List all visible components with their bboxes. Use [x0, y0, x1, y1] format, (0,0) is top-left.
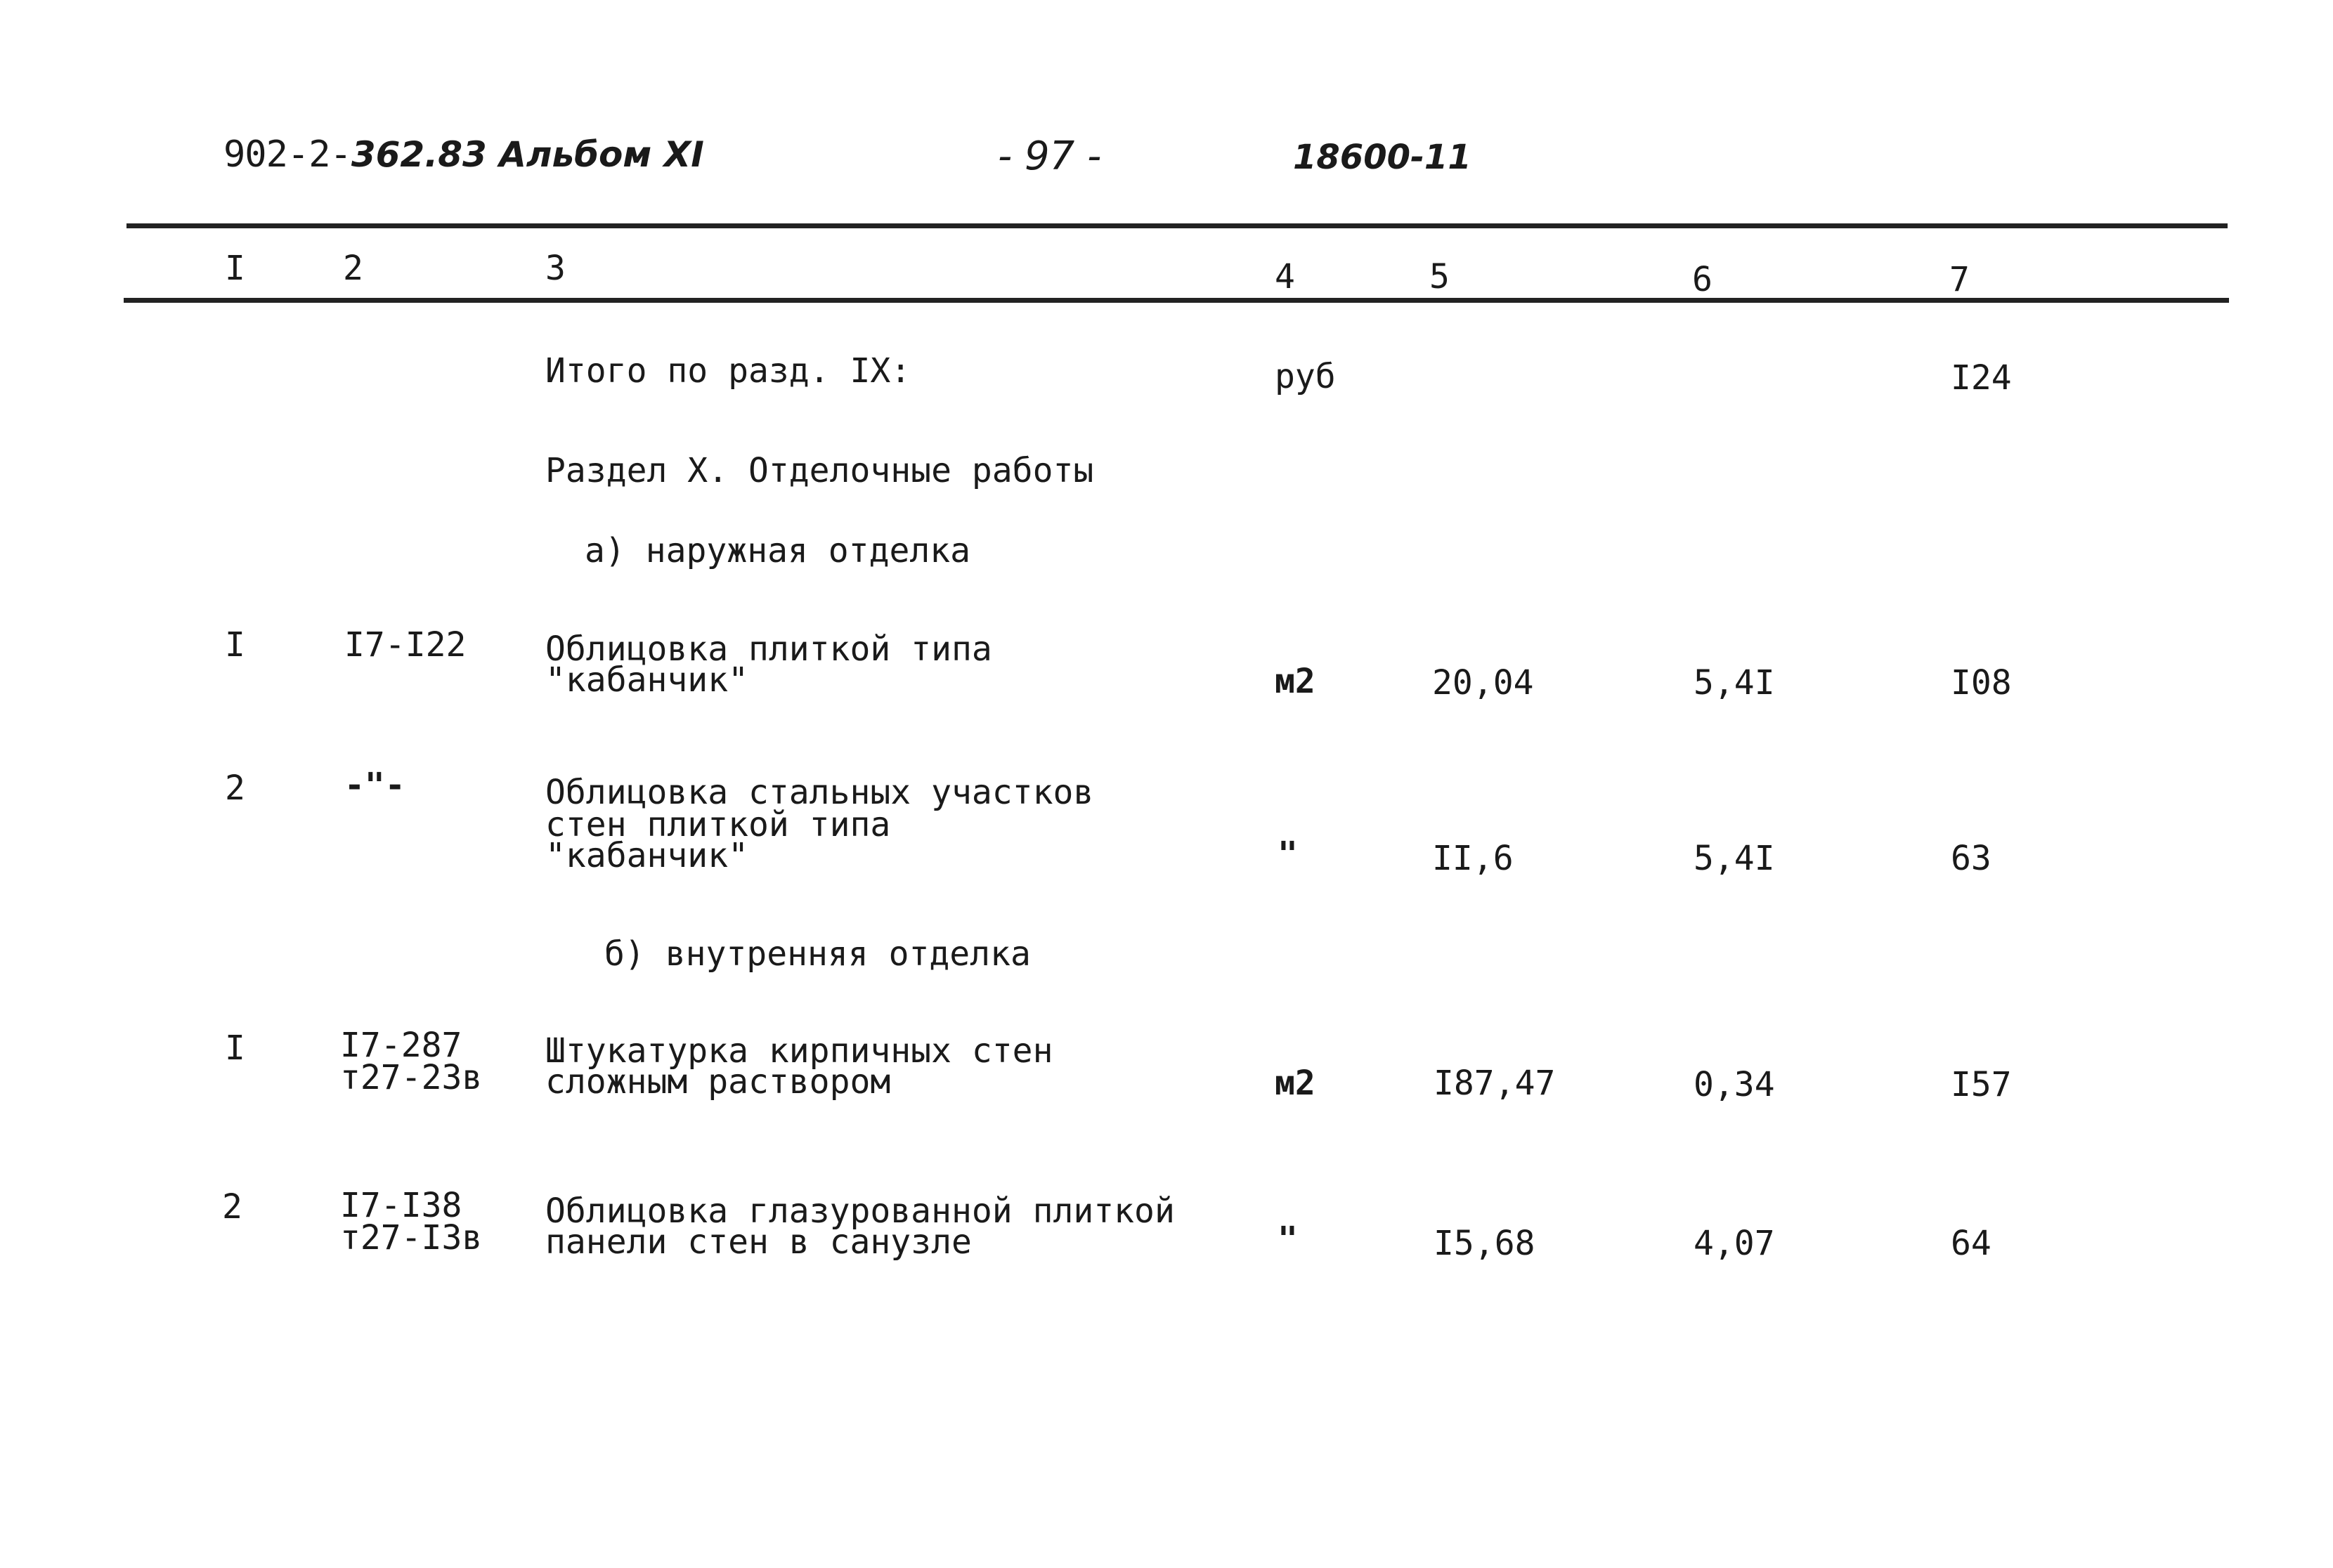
row-b2-description-line1: Облицовка глазурованной плиткой	[545, 1191, 1175, 1231]
row-b1-number: I	[225, 1028, 245, 1068]
document-code-printed: 902-2-	[223, 133, 351, 176]
row-a2-code-ditto: -"-	[344, 766, 405, 805]
total-section-ix-unit: руб	[1275, 357, 1336, 396]
page-number: - 97 -	[998, 133, 1102, 179]
row-a2-unit-price: 5,4I	[1694, 839, 1775, 878]
section-x-title: Раздел X. Отделочные работы	[545, 451, 1094, 490]
table-top-rule	[126, 223, 2228, 228]
column-header-5: 5	[1429, 257, 1450, 296]
row-a2-description-line1: Облицовка стальных участков	[545, 773, 1094, 812]
column-header-3: 3	[545, 249, 566, 288]
row-b2-description-line2: панели стен в санузле	[545, 1222, 972, 1262]
column-header-1: I	[225, 249, 245, 288]
row-a1-total: I08	[1951, 663, 2012, 703]
row-a1-unit: м2	[1275, 662, 1315, 701]
row-a2-description-line3: "кабанчик"	[545, 836, 748, 875]
row-a1-description-line2: "кабанчик"	[545, 660, 748, 700]
subsection-a-title: а) наружная отделка	[585, 531, 971, 570]
total-section-ix-label: Итого по разд. IX:	[545, 351, 911, 391]
row-b1-quantity: I87,47	[1434, 1064, 1556, 1103]
row-b2-total: 64	[1951, 1224, 1991, 1263]
row-b2-number: 2	[222, 1187, 242, 1227]
row-b2-code-line2: т27-I3в	[340, 1218, 483, 1257]
column-header-6: 6	[1692, 260, 1713, 299]
row-b1-total: I57	[1951, 1065, 2012, 1104]
total-section-ix-amount: I24	[1951, 358, 2012, 398]
row-b2-quantity: I5,68	[1434, 1224, 1535, 1263]
row-b2-code-line1: I7-I38	[340, 1186, 462, 1225]
row-b1-unit-price: 0,34	[1694, 1065, 1775, 1104]
row-a1-number: I	[225, 625, 245, 665]
column-header-7: 7	[1949, 260, 1970, 299]
table-header-bottom-rule	[124, 298, 2229, 303]
column-header-2: 2	[343, 249, 363, 288]
row-b1-code-line1: I7-287	[340, 1026, 462, 1065]
column-header-4: 4	[1275, 257, 1295, 296]
row-a2-quantity: II,6	[1432, 839, 1514, 878]
row-a1-code: I7-I22	[344, 625, 467, 665]
document-number: 18600-11	[1293, 138, 1471, 177]
row-a2-total: 63	[1951, 839, 1991, 878]
row-a2-unit-ditto: "	[1278, 835, 1298, 874]
row-a2-number: 2	[225, 769, 245, 808]
row-a1-unit-price: 5,4I	[1694, 663, 1775, 703]
row-b1-description-line1: Штукатурка кирпичных стен	[545, 1031, 1053, 1071]
document-code-handwritten: 362.83 Альбом XI	[351, 134, 704, 175]
row-a1-description-line1: Облицовка плиткой типа	[545, 629, 992, 669]
row-b1-code-line2: т27-23в	[340, 1058, 483, 1097]
row-b2-unit-price: 4,07	[1694, 1224, 1775, 1263]
row-b1-description-line2: сложным раствором	[545, 1062, 891, 1102]
row-a2-description-line2: стен плиткой типа	[545, 805, 891, 844]
subsection-b-title: б) внутренняя отделка	[604, 934, 1031, 974]
document-code	[223, 133, 704, 176]
row-a1-quantity: 20,04	[1432, 663, 1534, 703]
row-b1-unit: м2	[1275, 1064, 1315, 1103]
row-b2-unit-ditto: "	[1278, 1220, 1298, 1259]
